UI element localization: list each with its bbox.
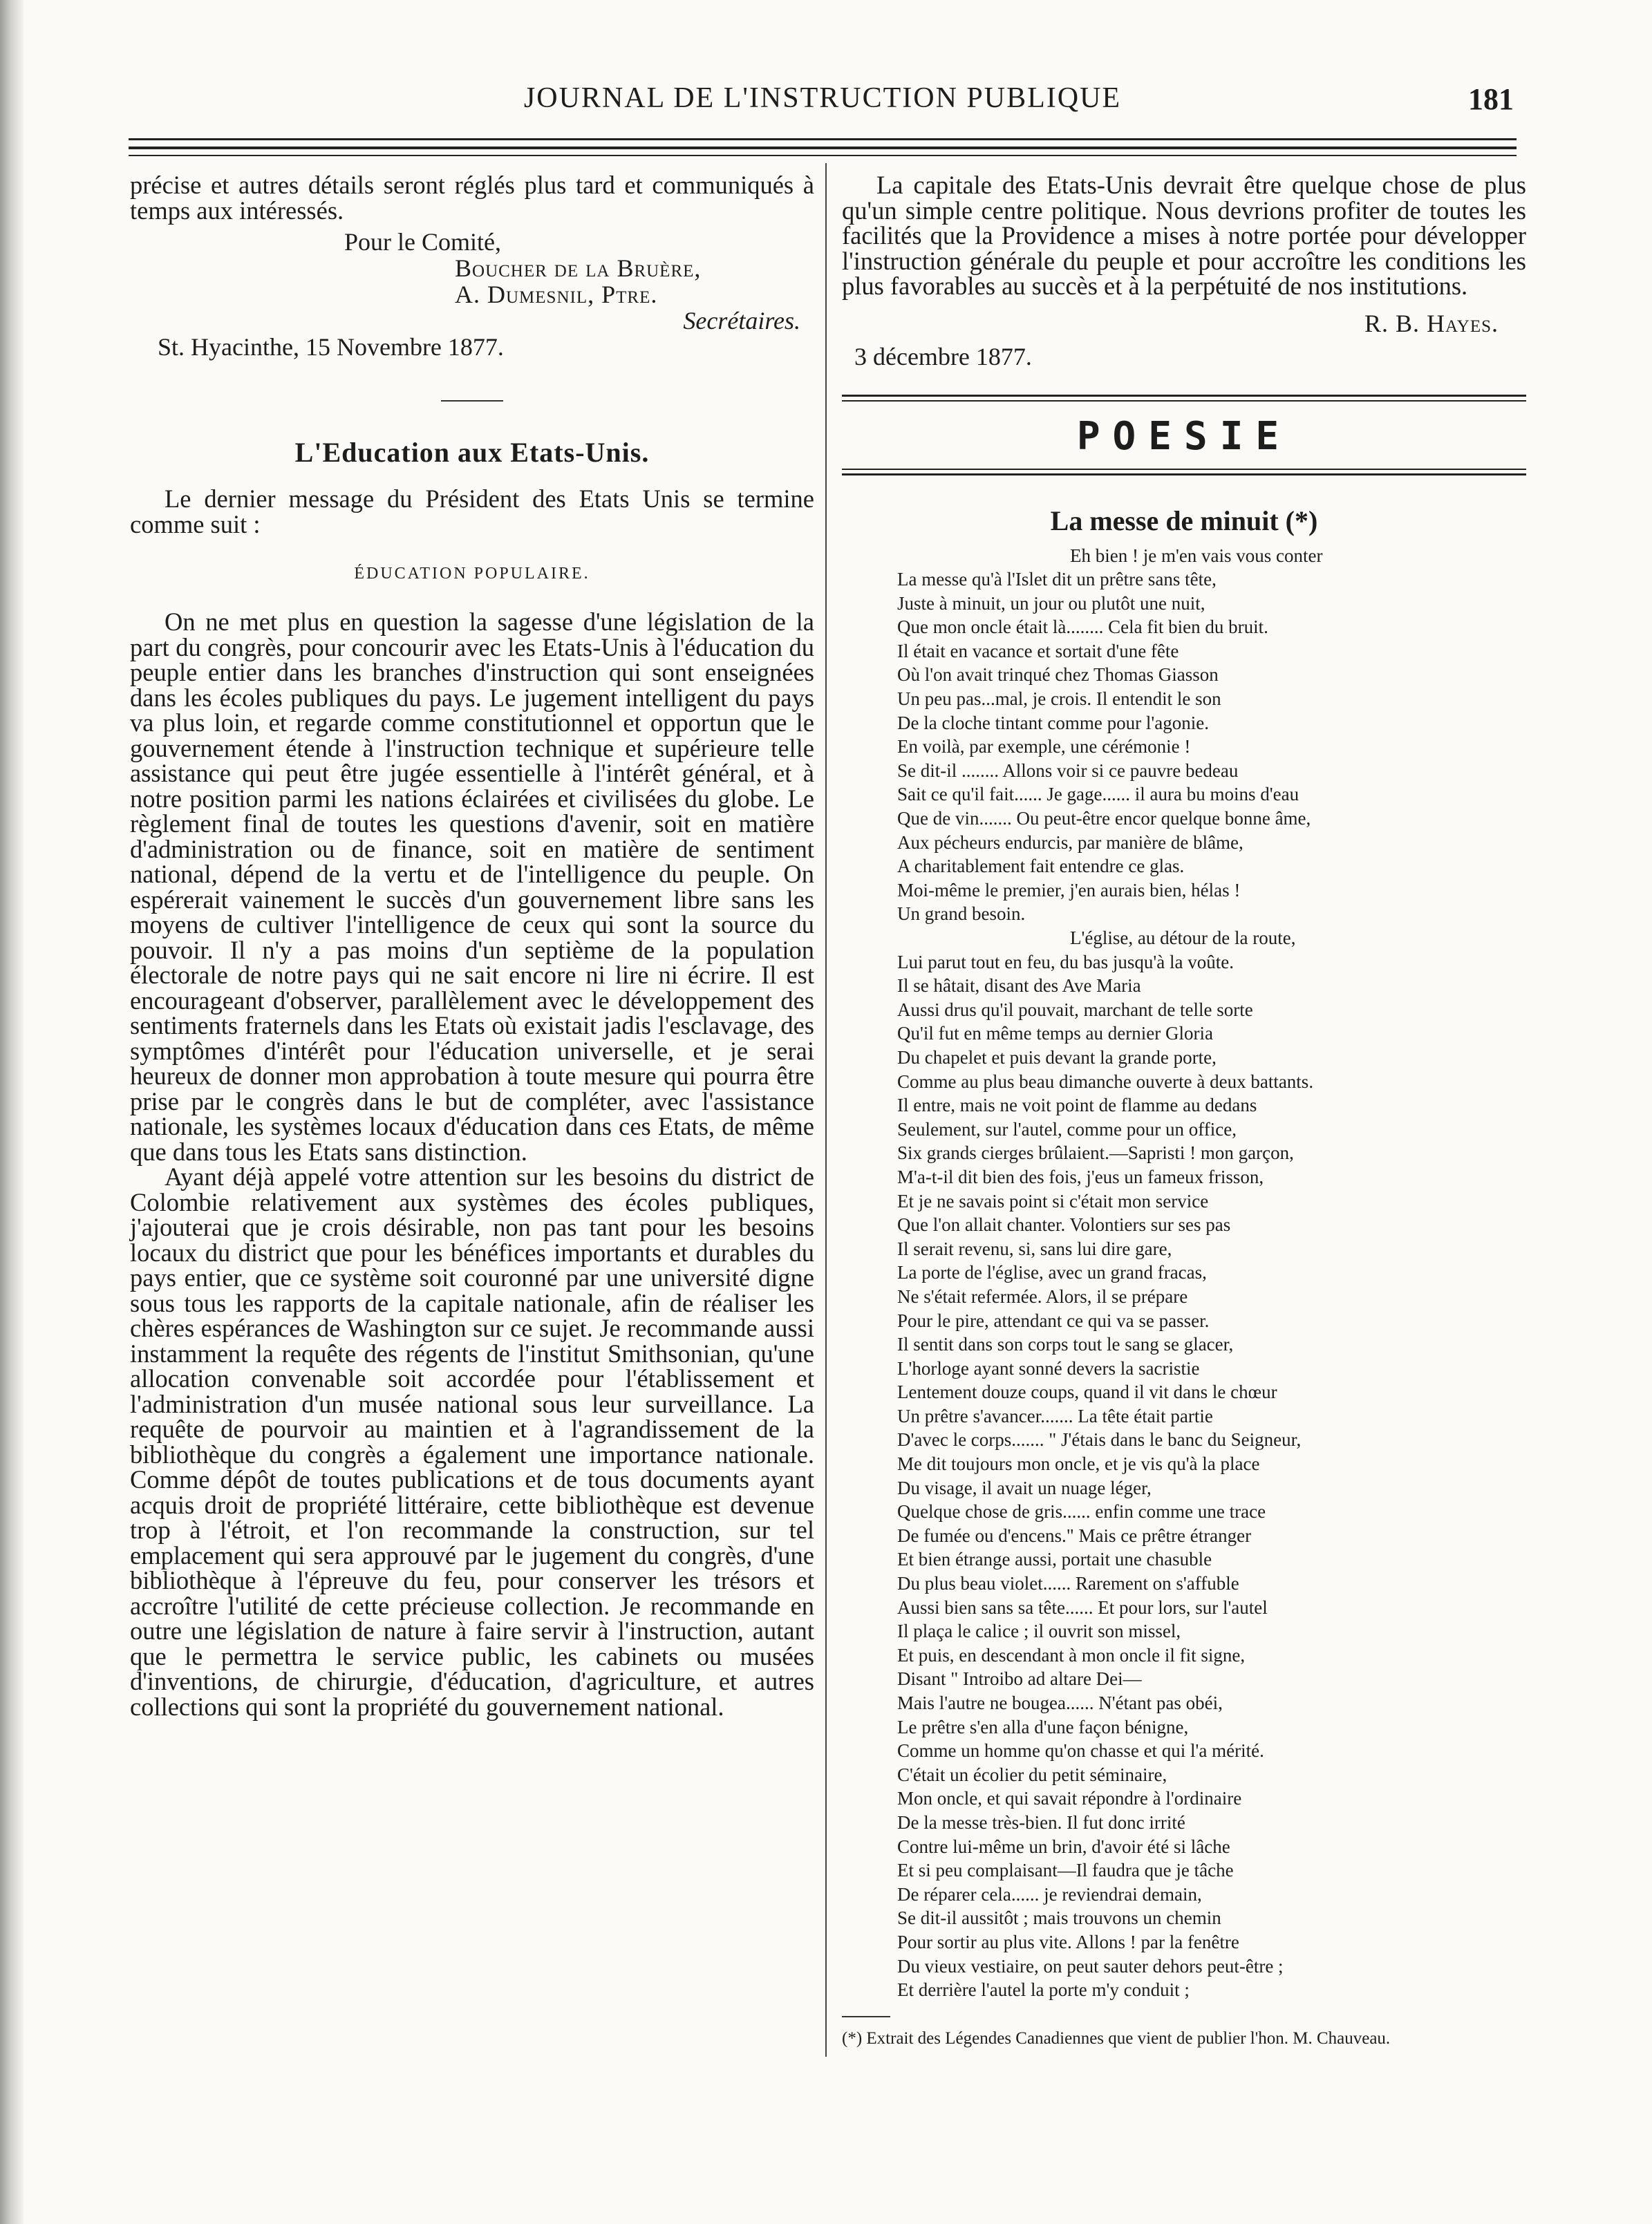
poem-line: Et si peu complaisant—Il faudra que je tâche	[897, 1860, 1234, 1881]
running-title: JOURNAL DE L'INSTRUCTION PUBLIQUE	[523, 82, 1122, 114]
header-rule	[129, 155, 1517, 156]
poem-line: Me dit toujours mon oncle, et je vis qu'à la place	[897, 1453, 1260, 1475]
section-rule	[842, 469, 1526, 470]
poem-title: La messe de minuit (*)	[1050, 505, 1318, 536]
author-signature: R. B. Hayes.	[1364, 309, 1499, 337]
poem-line: Lui parut tout en feu, du bas jusqu'à la voûte.	[897, 951, 1235, 972]
poem-line: De fumée ou d'encens." Mais ce prêtre étranger	[897, 1525, 1252, 1546]
column-divider	[825, 163, 827, 2057]
signer-name: A. Dumesnil, Ptre.	[455, 281, 658, 308]
signer-role: Secrétaires.	[683, 307, 800, 334]
poem-line: De réparer cela...... je reviendrai demain,	[897, 1883, 1202, 1905]
poem-line: Comme un homme qu'on chasse et qui l'a mérité.	[897, 1740, 1264, 1762]
poem-line: Il sentit dans son corps tout le sang se glacer,	[897, 1334, 1234, 1355]
footnote: (*) Extrait des Légendes Canadiennes que vient de publier l'hon. M. Chauveau.	[842, 2028, 1391, 2048]
poem-line: Du visage, il avait un nuage léger,	[897, 1477, 1152, 1498]
poem-line: L'église, au détour de la route,	[1070, 927, 1296, 948]
poem-line: Aussi drus qu'il pouvait, marchant de telle sorte	[897, 999, 1253, 1020]
poem-line: L'horloge ayant sonné devers la sacristie	[897, 1357, 1200, 1379]
body-paragraph: On ne met plus en question la sagesse d'une législation de la part du congrès, pour concourir avec les Etats-Unis à l'éducation du peuple entier dans les branches d'instruction qui sont enseignées dans les écoles publiques du pays. Le jugement intelligent du pays va plus loin, et regarde comme constitutionnel et opportun que le gouvernement étende à l'instruction technique et supérieure telle assistance qui peut être jugée essentielle à l'intérêt général, et à notre position parmi les nations éclairées et civilisées du globe. Le règlement final de toutes les questions d'avenir, soit en matière d'administration ou de finance, soit en matière de sentiment national, dépend de la vertu et de l'intelligence du peuple. On espérerait vainement le succès d'un gouvernement libre sans les moyens de cultiver l'intelligence de ceux qui sont la source du pouvoir. Il n'y a pas moins d'un septième de la population électorale de notre pays qui ne sait encore ni lire ni écrire. Il est encourageant d'observer, parallèlement avec le développement des sentiments fraternels dans les Etats où existait jadis l'esclavage, des symptômes d'intérêt pour l'éducation universelle, et je serai heureux de donner mon approbation à toute mesure qui pourra être prise par le congrès dans le but de compléter, avec l'assistance nationale, les systèmes locaux d'éducation dans ces Etats, de même que dans tous les Etats sans distinction.	[130, 607, 814, 1166]
section-heading: POESIE	[1076, 413, 1292, 459]
poem-line: Il se hâtait, disant des Ave Maria	[897, 975, 1141, 997]
poem-line: Juste à minuit, un jour ou plutôt une nuit,	[897, 592, 1205, 614]
right-column	[842, 173, 1526, 2049]
poem-line: M'a-t-il dit bien des fois, j'eus un fameux frisson,	[897, 1166, 1264, 1187]
poem-line: Le prêtre s'en alla d'une façon bénigne,	[897, 1716, 1189, 1737]
poem-line: De la messe très-bien. Il fut donc irrité	[897, 1811, 1185, 1833]
poem-body	[897, 544, 1526, 2002]
page-number: 181	[1468, 82, 1514, 116]
section-caption: ÉDUCATION POPULAIRE.	[354, 565, 590, 583]
poem-line: Aux pécheurs endurcis, par manière de blâme,	[897, 831, 1243, 853]
poem-line: La messe qu'à l'Islet dit un prêtre sans tête,	[897, 569, 1217, 590]
poem-line: De la cloche tintant comme pour l'agonie.	[897, 712, 1209, 733]
poem-line: Il entre, mais ne voit point de flamme au dedans	[897, 1095, 1257, 1116]
poem-line: Qu'il fut en même temps au dernier Gloria	[897, 1023, 1213, 1044]
poem-line: Que l'on allait chanter. Volontiers sur ses pas	[897, 1214, 1231, 1236]
poem-line: Pour sortir au plus vite. Allons ! par la fenêtre	[897, 1931, 1239, 1952]
poem-line: Seulement, sur l'autel, comme pour un office,	[897, 1118, 1237, 1140]
poem-line: Six grands cierges brûlaient.—Sapristi ! mon garçon,	[897, 1142, 1294, 1164]
poem-line: Un grand besoin.	[897, 903, 1026, 925]
article-title: L'Education aux Etats-Unis.	[294, 437, 650, 468]
poem-line: Aussi bien sans sa tête...... Et pour lors, sur l'autel	[897, 1596, 1268, 1618]
pour-le-comite: Pour le Comité,	[344, 228, 501, 256]
article-date: 3 décembre 1877.	[854, 342, 1032, 370]
section-rule	[842, 473, 1526, 475]
poem-line: Lentement douze coups, quand il vit dans le chœur	[897, 1382, 1277, 1403]
header-rule	[129, 147, 1517, 149]
poem-line: Sait ce qu'il fait...... Je gage...... il aura bu moins d'eau	[897, 784, 1299, 805]
poem-line: Et bien étrange aussi, portait une chasuble	[897, 1549, 1212, 1570]
committee-signature	[130, 229, 814, 360]
poem-line: Se dit-il ........ Allons voir si ce pauvre bedeau	[897, 760, 1239, 781]
page-header	[131, 82, 1514, 123]
left-column	[130, 173, 814, 1719]
poem-line: Il plaça le calice ; il ouvrit son missel,	[897, 1621, 1181, 1642]
header-rule	[129, 138, 1517, 140]
poem-line: Contre lui-même un brin, d'avoir été si lâche	[897, 1836, 1230, 1857]
poem-line: Comme au plus beau dimanche ouverte à deux battants.	[897, 1071, 1314, 1092]
poem-line: Il serait revenu, si, sans lui dire gare,	[897, 1238, 1172, 1259]
place-date: St. Hyacinthe, 15 Novembre 1877.	[158, 333, 504, 361]
poem-line: D'avec le corps....... " J'étais dans le banc du Seigneur,	[897, 1429, 1302, 1451]
poem-line: Pour le pire, attendant ce qui va se passer.	[897, 1310, 1210, 1331]
poem-line: Moi-même le premier, j'en aurais bien, hélas !	[897, 879, 1241, 901]
poem-line: La porte de l'église, avec un grand fracas,	[897, 1262, 1207, 1283]
poem-line: A charitablement fait entendre ce glas.	[897, 856, 1185, 877]
poem-line: Du plus beau violet...... Rarement on s'affuble	[897, 1573, 1239, 1594]
poem-line: Que mon oncle était là........ Cela fit bien du bruit.	[897, 616, 1268, 638]
section-rule	[842, 395, 1526, 397]
body-paragraph: La capitale des Etats-Unis devrait être quelque chose de plus qu'un simple centre politique. Nous devrions profiter de toutes les facilités que la Providence a mises à notre portée pour développer l'instruction générale du peuple et pour accroître les conditions les plus favorables au succès et à la perpétuité de nos institutions.	[842, 171, 1526, 300]
poem-line: Et puis, en descendant à mon oncle il fit signe,	[897, 1644, 1246, 1666]
poem-line: Quelque chose de gris...... enfin comme une trace	[897, 1501, 1266, 1523]
poem-line: C'était un écolier du petit séminaire,	[897, 1764, 1167, 1785]
poem-line: Que de vin....... Ou peut-être encor quelque bonne âme,	[897, 808, 1311, 829]
poem-line: Un peu pas...mal, je crois. Il entendit le son	[897, 688, 1221, 710]
lead-paragraph: Le dernier message du Président des Etats Unis se termine comme suit :	[130, 484, 814, 538]
section-rule	[842, 400, 1526, 402]
poem-line: Il était en vacance et sortait d'une fête	[897, 640, 1179, 661]
body-paragraph: Ayant déjà appelé votre attention sur les besoins du district de Colombie relativement aux systèmes des écoles publiques, j'ajouterai que je crois désirable, non pas tant pour les besoins locaux du district que pour les bénéfices importants et durables du pays entier, que ce système soit couronné par une université digne sous tous les rapports de la capitale nationale, afin de réaliser les chères espérances de Washington sur ce sujet. Je recommande aussi instamment la requête des régents de l'institut Smithsonian, qu'une allocation convenable soit accordée pour l'établissement et l'administration d'un musée national sous leur surveillance. La requête de pourvoir au maintien et à l'agrandissement de la bibliothèque du congrès a également une importance nationale. Comme dépôt de toutes publications et de tous documents ayant acquis droit de propriété littéraire, cette bibliothèque est devenue trop à l'étroit, et l'on recommande la construction, sur tel emplacement qui sera approuvé par le jugement du congrès, d'une bibliothèque à l'épreuve du feu, pour conserver les trésors et accroître l'utilité de cette précieuse collection. Je recommande en outre une législation de nature à faire servir à l'instruction, autant que le permettra le service public, les cabinets ou musées d'inventions, de chirurgie, d'éducation, d'agriculture, et autres collections qui sont la propriété du gouvernement national.	[130, 1162, 814, 1721]
intro-paragraph: précise et autres détails seront réglés plus tard et communiqués à temps aux intéressés.	[130, 171, 814, 225]
poem-line: Eh bien ! je m'en vais vous conter	[1070, 545, 1323, 566]
poem-line: Disant " Introibo ad altare Dei—	[897, 1668, 1142, 1690]
poem-line: Et derrière l'autel la porte m'y conduit ;	[897, 1979, 1190, 2001]
poem-line: Mon oncle, et qui savait répondre à l'ordinaire	[897, 1788, 1242, 1809]
poem-line: Mais l'autre ne bougea...... N'étant pas obéi,	[897, 1693, 1223, 1713]
poem-line: Se dit-il aussitôt ; mais trouvons un chemin	[897, 1907, 1221, 1929]
poem-line: En voilà, par exemple, une cérémonie !	[897, 736, 1191, 757]
signer-name: Boucher de la Bruère,	[455, 254, 702, 282]
poem-line: Un prêtre s'avancer....... La tête était partie	[897, 1405, 1213, 1426]
footnote-rule	[842, 2016, 890, 2017]
poem-line: Du vieux vestiaire, on peut sauter dehors peut-être ;	[897, 1955, 1284, 1977]
poem-line: Où l'on avait trinqué chez Thomas Giasson	[897, 664, 1219, 686]
poem-line: Du chapelet et puis devant la grande porte,	[897, 1046, 1217, 1068]
poem-line: Et je ne savais point si c'était mon service	[897, 1190, 1209, 1212]
separator-rule	[441, 400, 503, 402]
poem-line: Ne s'était refermée. Alors, il se prépare	[897, 1285, 1188, 1307]
